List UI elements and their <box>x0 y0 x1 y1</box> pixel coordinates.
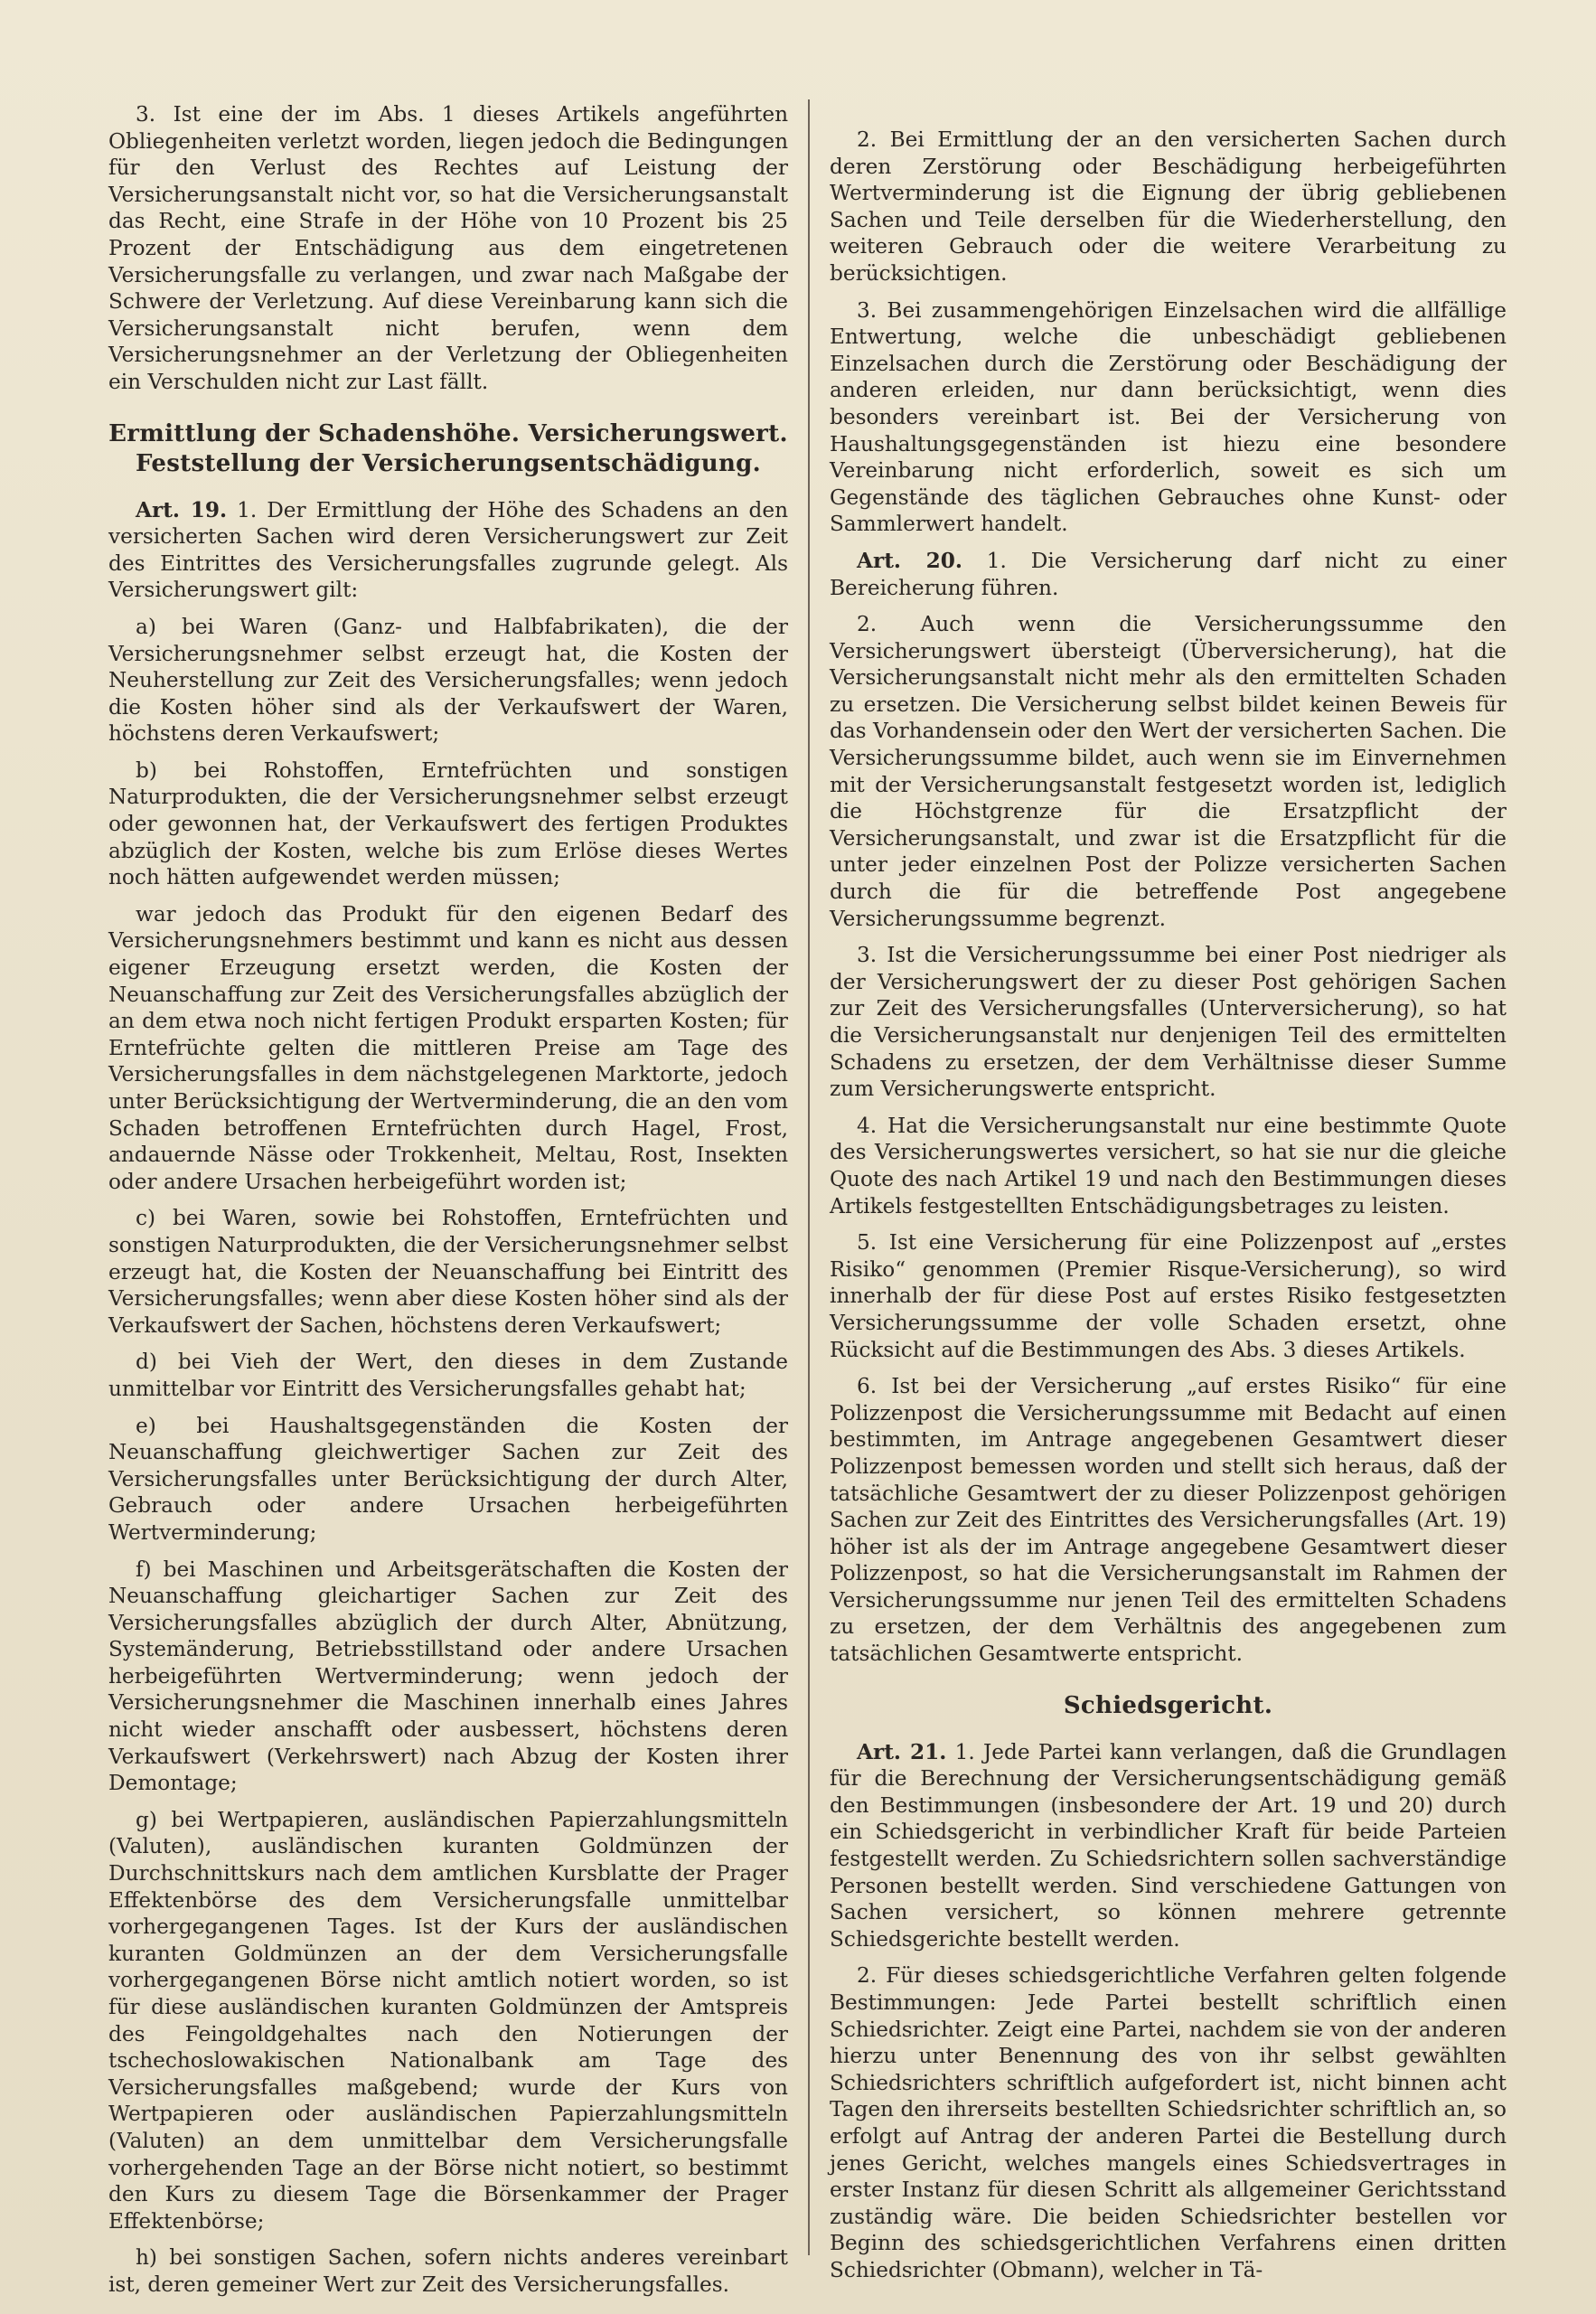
paragraph-art20-1 <box>830 548 1507 601</box>
section-heading-schadenshoehe <box>108 419 788 479</box>
paragraph-art20-2: 2. Auch wenn die Versicherungssumme den Versicherungswert übersteigt (Überversicherung), hat die Versicherungsanstalt nicht mehr als den ermittelten Schaden zu ersetzen. Die Versicherung selbst bildet keinen Beweis für das Vorhandensein oder den Wert der versicherten Sachen. Die Versicherungssumme bildet, auch wenn sie im Einvernehmen mit der Versicherungsanstalt festgesetzt worden ist, lediglich die Höchstgrenze für die Ersatzpflicht der Versicherungsanstalt, und zwar ist die Ersatzpflicht für die unter jeder einzelnen Post der Polizze versicherten Sachen durch die für die betreffende Post angegebene Versicherungssumme begrenzt. <box>830 612 1507 931</box>
paragraph-text: 1. Der Ermittlung der Höhe des Schadens an den versicherten Sachen wird deren Versicherungswert zur Zeit des Eintrittes des Versicherungsfalles zugrunde gelegt. Als Versicherungswert gilt: <box>108 497 789 603</box>
section-heading-line-2: Feststellung der Versicherungsentschädigung. <box>136 449 761 477</box>
column-divider <box>808 99 810 2255</box>
paragraph-text: 1. Die Versicherung darf nicht zu einer Bereicherung führen. <box>830 548 1507 600</box>
article-label: Art. 20. <box>857 548 962 573</box>
article-label: Art. 19. <box>136 497 228 522</box>
paragraph-item-a: a) bei Waren (Ganz- und Halbfabrikaten), die der Versicherungsnehmer selbst erzeugt hat, die Kosten der Neuherstellung zur Zeit des Versicherungsfalles; wenn jedoch die Kosten höher sind als der Verkaufswert der Waren, höchstens deren Verkaufswert; <box>108 614 788 747</box>
paragraph-item-h: h) bei sonstigen Sachen, sofern nichts anderes vereinbart ist, deren gemeiner Wert zur Zeit des Versicherungsfalles. <box>108 2245 788 2297</box>
left-column <box>108 101 788 2309</box>
paragraph-art18-3: 3. Ist eine der im Abs. 1 dieses Artikels angeführten Obliegenheiten verletzt worden, liegen jedoch die Bedingungen für den Verlust des Rechtes auf Leistung der Versicherungsanstalt nicht vor, so hat die Versicherungsanstalt das Recht, eine Strafe in der Höhe von 10 Prozent bis 25 Prozent der Entschädigung aus dem eingetretenen Versicherungsfalle zu verlangen, und zwar nach Maßgabe der Schwere der Verletzung. Auf diese Vereinbarung kann sich die Versicherungsanstalt nicht berufen, wenn dem Versicherungsnehmer an der Verletzung der Obliegenheiten ein Verschulden nicht zur Last fällt. <box>108 102 788 394</box>
paragraph-art19-3: 3. Bei zusammengehörigen Einzelsachen wird die allfällige Entwertung, welche die unbeschädigt gebliebenen Einzelsachen durch die Zerstörung oder Beschädigung der anderen erleiden, nur dann berücksichtigt, wenn dies besonders vereinbart ist. Bei der Versicherung von Haushaltungsgegenständen ist hiezu eine besondere Vereinbarung nicht erforderlich, soweit es sich um Gegenstände des täglichen Gebrauches ohne Kunst- oder Sammlerwert handelt. <box>830 297 1507 537</box>
paragraph-item-b-continued: war jedoch das Produkt für den eigenen Bedarf des Versicherungsnehmers bestimmt und kann es nicht aus dessen eigener Erzeugung ersetzt werden, die Kosten der Neuanschaffung zur Zeit des Versicherungsfalles abzüglich der an dem etwa noch nicht fertigen Produkt ersparten Kosten; für Erntefrüchte gelten die mittleren Preise am Tage des Versicherungsfalles in dem nächstgelegenen Marktorte, jedoch unter Berücksichtigung der Wertverminderung, die an den vom Schaden betroffenen Erntefrüchten durch Hagel, Frost, andauernde Nässe oder Trokkenheit, Meltau, Rost, Insekten oder andere Ursachen herbeigeführt worden ist; <box>108 901 788 1194</box>
article-label: Art. 21. <box>857 1739 947 1764</box>
section-heading-schiedsgericht: Schiedsgericht. <box>1063 1691 1273 1719</box>
right-column <box>830 127 1507 2294</box>
paragraph-text: 1. Jede Partei kann verlangen, daß die Grundlagen für die Berechnung der Versicherungsentschädigung gemäß den Bestimmungen (insbesondere der Art. 19 und 20) durch ein Schiedsgericht in verbindlicher Kraft für beide Parteien festgestellt werden. Zu Schiedsrichtern sollen sachverständige Personen bestellt werden. Sind verschiedene Gattungen von Sachen versichert, so können mehrere getrennte Schiedsgerichte bestellt werden. <box>830 1739 1507 1952</box>
paragraph-art19-1 <box>108 497 788 604</box>
paragraph-item-b: b) bei Rohstoffen, Erntefrüchten und sonstigen Naturprodukten, die der Versicherungsnehmer selbst erzeugt oder gewonnen hat, der Verkaufswert des fertigen Produktes abzüglich der Kosten, welche bis zum Erlöse dieses Wertes noch hätten aufgewendet werden müssen; <box>108 757 788 890</box>
paragraph-art20-5: 5. Ist eine Versicherung für eine Polizzenpost auf „erstes Risiko“ genommen (Premier Risque-Versicherung), so wird innerhalb der für diese Post auf erstes Risiko festgesetzten Versicherungssumme der volle Schaden ersetzt, ohne Rücksicht auf die Bestimmungen des Abs. 3 dieses Artikels. <box>830 1230 1507 1362</box>
paragraph-art20-6: 6. Ist bei der Versicherung „auf erstes Risiko“ für eine Polizzenpost die Versicherungssumme mit Bedacht auf einen bestimmten, im Antrage angegebenen Gesamtwert dieser Polizzenpost bemessen worden und stellt sich heraus, daß der tatsächliche Gesamtwert der zu dieser Polizzenpost gehörigen Sachen zur Zeit des Eintrittes des Versicherungsfalles (Art. 19) höher ist als der im Antrage angegebene Gesamtwert dieser Polizzenpost, so hat die Versicherungsanstalt im Rahmen der Versicherungssumme nur jenen Teil des ermittelten Schadens zu ersetzen, der dem Verhältnis des angegebenen zum tatsächlichen Gesamtwerte entspricht. <box>830 1374 1507 1667</box>
paragraph-item-f: f) bei Maschinen und Arbeitsgerätschaften die Kosten der Neuanschaffung gleichartiger Sachen zur Zeit des Versicherungsfalles abzüglich der durch Alter, Abnützung, Systemänderung, Betriebsstillstand oder andere Ursachen herbeigeführten Wertverminderung; wenn jedoch der Versicherungsnehmer die Maschinen innerhalb eines Jahres nicht wieder anschafft oder ausbessert, höchstens deren Verkaufswert (Verkehrswert) nach Abzug der Kosten ihrer Demontage; <box>108 1557 788 1796</box>
paragraph-item-e: e) bei Haushaltsgegenständen die Kosten der Neuanschaffung gleichwertiger Sachen zur Zeit des Versicherungsfalles unter Berücksichtigung der durch Alter, Gebrauch oder andere Ursachen herbeigeführten Wertverminderung; <box>108 1413 788 1545</box>
paragraph-art21-1 <box>830 1739 1507 1953</box>
paragraph-art20-3: 3. Ist die Versicherungssumme bei einer Post niedriger als der Versicherungswert der zu dieser Post gehörigen Sachen zur Zeit des Versicherungsfalles (Unterversicherung), so hat die Versicherungsanstalt nur denjenigen Teil des ermittelten Schadens zu ersetzen, der dem Verhältnisse dieser Summe zum Versicherungswerte entspricht. <box>830 943 1507 1102</box>
paragraph-item-d: d) bei Vieh der Wert, den dieses in dem Zustande unmittelbar vor Eintritt des Versicherungsfalles gehabt hat; <box>108 1350 788 1401</box>
paragraph-art21-2: 2. Für dieses schiedsgerichtliche Verfahren gelten folgende Bestimmungen: Jede Partei bestellt schriftlich einen Schiedsrichter. Zeigt eine Partei, nachdem sie von der anderen hierzu unter Benennung des von ihr selbst gewählten Schiedsrichters schriftlich aufgefordert ist, nicht binnen acht Tagen den ihrerseits bestellten Schiedsrichter schriftlich an, so erfolgt auf Antrag der anderen Partei die Bestellung durch jenes Gericht, welches mangels eines Schiedsvertrages in erster Instanz für diesen Schritt als allgemeiner Gerichtsstand zuständig wäre. Die beiden Schiedsrichter bestellen vor Beginn des schiedsgerichtlichen Verfahrens einen dritten Schiedsrichter (Obmann), welcher in Tä- <box>830 1963 1507 2282</box>
paragraph-art20-4: 4. Hat die Versicherungsanstalt nur eine bestimmte Quote des Versicherungswertes versichert, so hat sie nur die gleiche Quote des nach Artikel 19 und nach den Bestimmungen dieses Artikels festgestellten Entschädigungsbetrages zu leisten. <box>830 1113 1507 1218</box>
paragraph-art19-2: 2. Bei Ermittlung der an den versicherten Sachen durch deren Zerstörung oder Beschädigung herbeigeführten Wertverminderung ist die Eignung der übrig gebliebenen Sachen und Teile derselben für die Wiederherstellung, den weiteren Gebrauch oder die weitere Verarbeitung zu berücksichtigen. <box>830 127 1507 286</box>
section-heading-line-1: Ermittlung der Schadenshöhe. Versicherungswert. <box>108 419 788 447</box>
paragraph-item-g: g) bei Wertpapieren, ausländischen Papierzahlungsmitteln (Valuten), ausländischen kuranten Goldmünzen der Durchschnittskurs nach dem amtlichen Kursblatte der Prager Effektenbörse des dem Versicherungsfalle unmittelbar vorhergegangenen Tages. Ist der Kurs der ausländischen kuranten Goldmünzen an der dem Versicherungsfalle vorhergegangenen Börse nicht amtlich notiert worden, so ist für diese ausländischen kuranten Goldmünzen der Amtspreis des Feingoldgehaltes nach den Notierungen der tschechoslowakischen Nationalbank am Tage des Versicherungsfalles maßgebend; wurde der Kurs von Wertpapieren oder ausländischen Papierzahlungsmitteln (Valuten) an dem unmittelbar dem Versicherungsfalle vorhergehenden Tage an der Börse nicht notiert, so bestimmt den Kurs zu diesem Tage die Börsenkammer der Prager Effektenbörse; <box>108 1807 788 2234</box>
paragraph-item-c: c) bei Waren, sowie bei Rohstoffen, Erntefrüchten und sonstigen Naturprodukten, die der Versicherungsnehmer selbst erzeugt hat, die Kosten der Neuanschaffung bei Eintritt des Versicherungsfalles; wenn aber diese Kosten höher sind als der Verkaufswert der Sachen, höchstens deren Verkaufswert; <box>108 1206 788 1338</box>
